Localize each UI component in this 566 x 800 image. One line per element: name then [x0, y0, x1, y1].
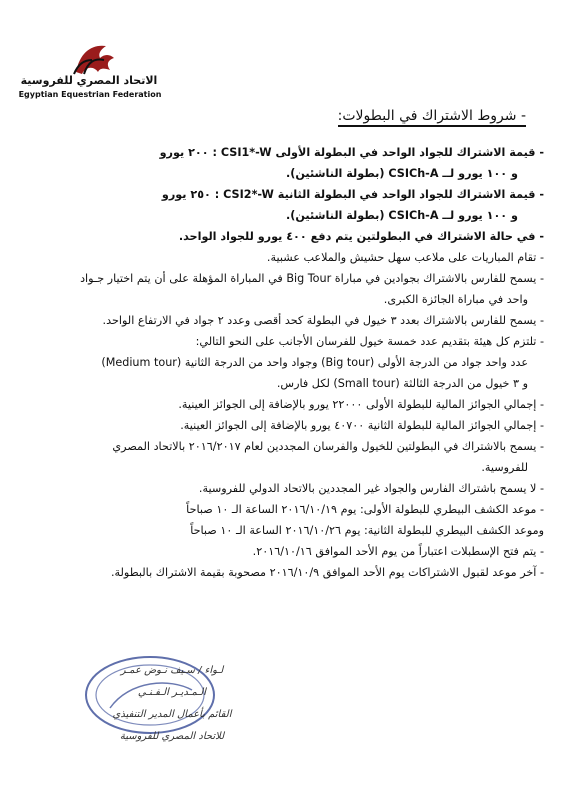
signature-title: القائم بأعمال المدير التنفيذي [112, 709, 232, 720]
list-item: - في حالة الاشتراك في البطولتين يتم دفع ٤٠٠ يورو للجواد الواحد. [178, 230, 544, 243]
federation-name-arabic: الاتحاد المصري للفروسية [20, 74, 158, 87]
list-item: - يتم فتح الإسطبلات اعتباراً من يوم الأحد الموافق ٢٠١٦/١٠/١٦. [252, 545, 544, 558]
signature-org: للاتحاد المصري للفروسية [119, 731, 225, 742]
list-item: - تقام المباريات على ملاعب سهل حشيش والملاعب عشبية. [266, 251, 544, 264]
list-item: - يسمح بالاشتراك في البطولتين للخيول والفرسان المجددين لعام ٢٠١٦/٢٠١٧ بالاتحاد المصري [112, 440, 544, 453]
list-item: - تلتزم كل هيئة بتقديم عدد خمسة خيول للفرسان الأجانب على النحو التالي: [195, 335, 544, 348]
list-item: - إجمالي الجوائز المالية للبطولة الأولى ٢٢٠٠٠ يورو بالإضافة إلى الجوائز العينية. [178, 398, 544, 411]
list-item: - يسمح للفارس بالاشتراك بجوادين في مباراة Big Tour في المباراة المؤهلة على أن يتم اختيار جـواد [80, 272, 544, 285]
list-item: - قيمة الاشتراك للجواد الواحد في البطولة الأولى CSI1*-W : ٢٠٠ يورو [159, 146, 544, 159]
list-item: و ٣ خيول من الدرجة الثالثة (Small tour) لكل فارس. [276, 377, 528, 390]
list-item: - قيمة الاشتراك للجواد الواحد في البطولة الثانية CSI2*-W : ٢٥٠ يورو [161, 188, 544, 201]
list-item: - موعد الكشف البيطري للبطولة الأولى: يوم ٢٠١٦/١٠/١٩ الساعة الـ ١٠ صباحاً [186, 503, 544, 516]
list-item: - إجمالي الجوائز المالية للبطولة الثانية ٤٠٧٠٠ يورو بالإضافة إلى الجوائز العينية. [180, 419, 544, 432]
list-item: للفروسية. [481, 461, 528, 474]
list-item: و ١٠٠ يورو لــ CSICh-A (بطولة الناشئين). [285, 167, 518, 180]
signature-role: الـمـديـر الـفـنـي [137, 687, 207, 698]
page-title: - شروط الاشتراك في البطولات: [338, 108, 526, 127]
list-item: وموعد الكشف البيطري للبطولة الثانية: يوم ٢٠١٦/١٠/٢٦ الساعة الـ ١٠ صباحاً [190, 524, 544, 537]
list-item: عدد واحد جواد من الدرجة الأولى (Big tour) وجواد واحد من الدرجة الثانية (Medium tour) [101, 356, 528, 369]
list-item: واحد في مباراة الجائزة الكبرى. [383, 293, 528, 306]
signature-name: لـواء / سـيف نـوض عمـر [120, 665, 224, 676]
list-item: - آخر موعد لقبول الاشتراكات يوم الأحد الموافق ٢٠١٦/١٠/٩ مصحوبة بقيمة الاشتراك بالبطولة. [110, 566, 544, 579]
federation-name-english: Egyptian Equestrian Federation [18, 90, 162, 99]
list-item: - لا يسمح باشتراك الفارس والجواد غير المجددين بالاتحاد الدولي للفروسية. [198, 482, 544, 495]
conditions-list [24, 142, 544, 583]
list-item: - يسمح للفارس بالاشتراك بعدد ٣ خيول في البطولة كحد أقصى وعدد ٢ جواد في الارتفاع الواحد. [102, 314, 544, 327]
signature-block [82, 660, 262, 748]
list-item: و ١٠٠ يورو لــ CSICh-A (بطولة الناشئين). [285, 209, 518, 222]
